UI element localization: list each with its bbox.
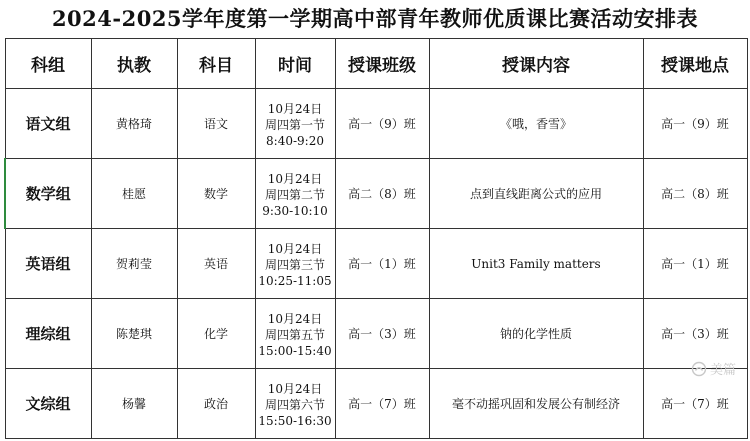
cell-class: 高一（3）班 — [335, 299, 429, 369]
cell-group: 文综组 — [5, 369, 91, 439]
cell-class: 高一（7）班 — [335, 369, 429, 439]
cell-location: 高二（8）班 — [643, 159, 747, 229]
cell-subject: 政治 — [177, 369, 255, 439]
cell-location: 高一（7）班 — [643, 369, 747, 439]
cell-teacher: 贺莉莹 — [91, 229, 177, 299]
time-range: 9:30-10:10 — [262, 204, 328, 218]
time-period: 周四第五节 — [264, 328, 325, 342]
cell-teacher: 黄格琦 — [91, 89, 177, 159]
header-time: 时间 — [255, 39, 335, 89]
table-row — [5, 89, 747, 159]
time-range: 15:50-16:30 — [258, 414, 332, 428]
time-range: 15:00-15:40 — [258, 344, 332, 358]
header-teacher: 执教 — [91, 39, 177, 89]
cell-subject: 化学 — [177, 299, 255, 369]
header-location: 授课地点 — [643, 39, 747, 89]
cell-time — [255, 229, 335, 299]
time-range: 8:40-9:20 — [266, 134, 324, 148]
schedule-table — [4, 38, 748, 439]
time-period: 周四第六节 — [264, 398, 325, 412]
watermark — [691, 359, 736, 378]
cell-content: 点到直线距离公式的应用 — [429, 159, 643, 229]
header-content: 授课内容 — [429, 39, 643, 89]
cell-time — [255, 159, 335, 229]
cell-group: 数学组 — [5, 159, 91, 229]
cell-teacher: 杨馨 — [91, 369, 177, 439]
time-date: 10月24日 — [267, 102, 323, 116]
table-row — [5, 299, 747, 369]
time-period: 周四第二节 — [264, 188, 325, 202]
cell-teacher: 陈楚琪 — [91, 299, 177, 369]
document-title: 2024-2025学年度第一学期高中部青年教师优质课比赛活动安排表 — [51, 6, 699, 31]
cell-location: 高一（1）班 — [643, 229, 747, 299]
header-class: 授课班级 — [335, 39, 429, 89]
cell-time — [255, 369, 335, 439]
cell-class: 高一（1）班 — [335, 229, 429, 299]
time-date: 10月24日 — [267, 172, 323, 186]
cell-time — [255, 299, 335, 369]
cell-location: 高一（9）班 — [643, 89, 747, 159]
cell-group: 英语组 — [5, 229, 91, 299]
cell-subject: 语文 — [177, 89, 255, 159]
cell-content: 毫不动摇巩固和发展公有制经济 — [429, 369, 643, 439]
table-header-row — [5, 39, 747, 89]
time-range: 10:25-11:05 — [258, 274, 332, 288]
cell-location: 高一（3）班 — [643, 299, 747, 369]
cell-subject: 数学 — [177, 159, 255, 229]
meipian-logo-icon — [691, 361, 707, 377]
cell-teacher: 桂愿 — [91, 159, 177, 229]
time-date: 10月24日 — [267, 242, 323, 256]
header-group: 科组 — [5, 39, 91, 89]
time-date: 10月24日 — [267, 312, 323, 326]
watermark-text: 美篇 — [709, 363, 736, 378]
cell-class: 高一（9）班 — [335, 89, 429, 159]
cell-content: 钠的化学性质 — [429, 299, 643, 369]
cell-subject: 英语 — [177, 229, 255, 299]
header-subject: 科目 — [177, 39, 255, 89]
cell-content: 《哦，香雪》 — [429, 89, 643, 159]
cell-time — [255, 89, 335, 159]
time-period: 周四第三节 — [264, 258, 325, 272]
cell-content: Unit3 Family matters — [429, 229, 643, 299]
time-date: 10月24日 — [267, 382, 323, 396]
table-row — [5, 369, 747, 439]
table-row — [5, 159, 747, 229]
cell-class: 高二（8）班 — [335, 159, 429, 229]
time-period: 周四第一节 — [264, 118, 325, 132]
cell-group: 理综组 — [5, 299, 91, 369]
table-row — [5, 229, 747, 299]
cell-group: 语文组 — [5, 89, 91, 159]
